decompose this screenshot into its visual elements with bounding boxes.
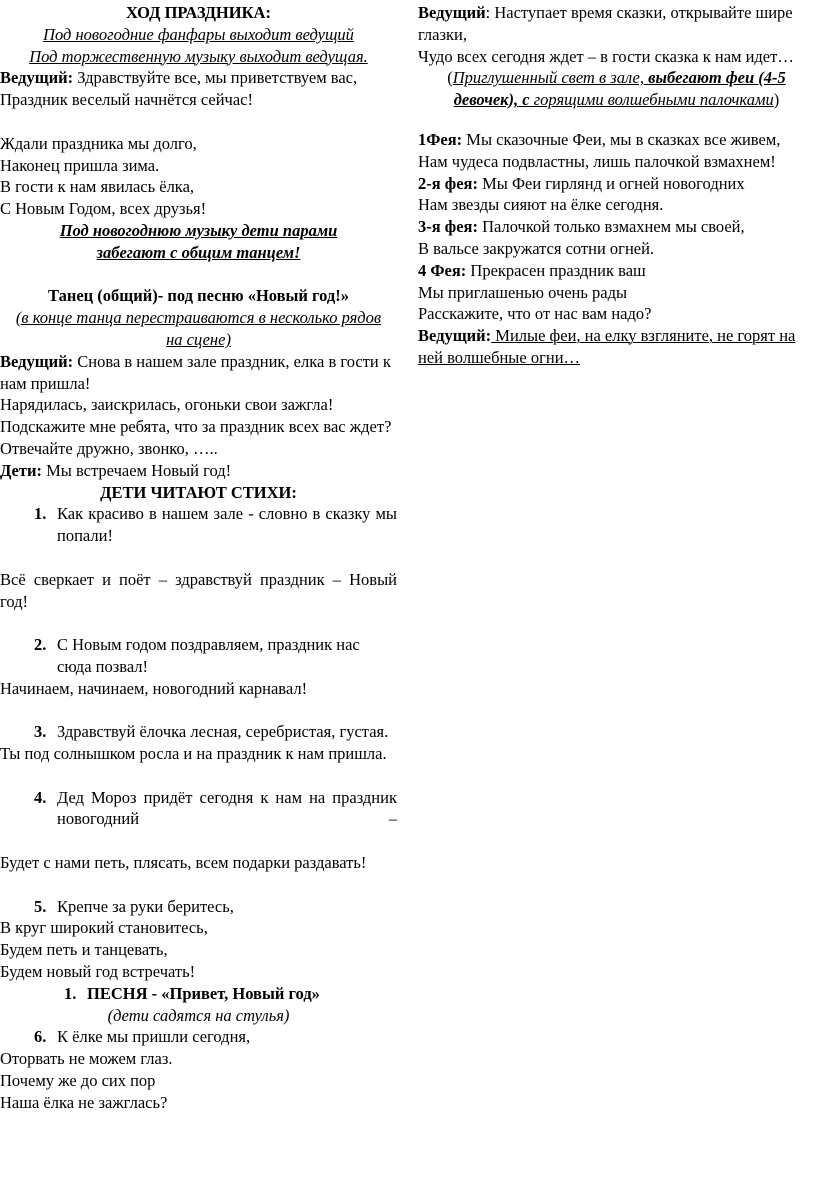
item-number: 6.: [34, 1027, 47, 1047]
host-speech-text: Снова в нашем зале праздник, елка в гости к нам пришла!: [0, 351, 391, 393]
intro-line-2: Под торжественную музыку выходит ведущая.: [29, 46, 368, 66]
list-item: [0, 787, 397, 852]
dance-direction: Под новогоднюю музыку дети парами забегают с общим танцем!: [59, 220, 338, 262]
poem-line: С Новым Годом, всех друзья!: [0, 199, 207, 219]
item-continuation: Почему же до сих пор: [0, 1071, 156, 1091]
host-speech: [0, 351, 397, 395]
host-speech: [418, 2, 815, 46]
item-text: С Новым годом поздравляем, праздник нас сюда позвал!: [57, 635, 360, 676]
poem-line: Наконец пришла зима.: [0, 155, 160, 175]
stage-bold: выбегают феи (4-5 девочек), с: [453, 68, 786, 110]
dance-note: (в конце танца перестраиваются в несколько рядов на сцене): [15, 308, 382, 349]
list-item: [0, 1026, 397, 1048]
fairy-text: Прекрасен праздник ваш: [466, 260, 646, 280]
host-greeting-text: Здравствуйте все, мы приветствуем вас,: [73, 68, 358, 88]
item-text: Крепче за руки беритесь,: [57, 896, 234, 916]
item-continuation: Всё сверкает и поёт – здравствуй праздник – Новый год!: [0, 569, 397, 611]
poems-heading: ДЕТИ ЧИТАЮТ СТИХИ:: [100, 482, 297, 502]
item-continuation: В круг широкий становитесь,: [0, 918, 208, 938]
speaker-label: Ведущий:: [0, 351, 74, 371]
song-number: 1.: [64, 983, 77, 1003]
kids-reply: [0, 460, 397, 482]
item-continuation: Наша ёлка не зажглась?: [0, 1092, 168, 1112]
song-note: (дети садятся на стулья): [107, 1005, 290, 1025]
fairy-line: [418, 173, 815, 195]
host-final-text: Милые феи, на елку взгляните, не горят на ней волшебные огни…: [418, 326, 796, 367]
fairy-line: [418, 260, 815, 282]
speaker-label: 3-я фея:: [418, 217, 478, 237]
stage-direction: [418, 67, 815, 111]
host-speech-line: Чудо всех сегодня ждет – в гости сказка к нам идет…: [418, 46, 794, 66]
fairy-line: [418, 216, 815, 238]
right-column: [418, 2, 815, 369]
host-greeting: [0, 67, 397, 89]
item-number: 5.: [34, 896, 47, 916]
item-number: 1.: [34, 504, 47, 524]
list-item: [0, 634, 397, 678]
speaker-label: 4 Фея:: [418, 260, 467, 280]
item-continuation: Будем петь и танцевать,: [0, 940, 168, 960]
fairy-line: [418, 129, 815, 151]
left-column: [0, 2, 397, 1114]
fairy-text: Мы Феи гирлянд и огней новогодних: [477, 173, 745, 193]
fairy-line: Нам чудеса подвластны, лишь палочкой взмахнем!: [418, 151, 776, 171]
host-greeting-line-2: Праздник веселый начнётся сейчас!: [0, 90, 253, 110]
item-continuation: Ты под солнышком росла и на праздник к нам пришла.: [0, 744, 387, 764]
speaker-label: Ведущий:: [0, 68, 74, 88]
item-text: Здравствуй ёлочка лесная, серебристая, густая.: [57, 722, 389, 742]
speaker-label: 1Фея:: [418, 129, 463, 149]
speaker-label: Ведущий:: [418, 326, 492, 346]
item-continuation: Оторвать не можем глаз.: [0, 1049, 173, 1069]
item-text: Как красиво в нашем зале - словно в сказку мы попали!: [57, 504, 397, 546]
fairy-text: Палочкой только взмахнем мы своей,: [477, 217, 745, 237]
page-title: ХОД ПРАЗДНИКА:: [126, 3, 271, 22]
item-continuation: Будем новый год встречать!: [0, 962, 196, 982]
song-title: ПЕСНЯ - «Привет, Новый год»: [87, 983, 320, 1003]
host-speech-text: : Наступает время сказки, открывайте шире глазки,: [418, 3, 793, 44]
item-continuation: Будет с нами петь, плясать, всем подарки раздавать!: [0, 853, 367, 873]
song-heading: [0, 983, 397, 1005]
list-item: [0, 503, 397, 568]
dance-title: Танец (общий)- под песню «Новый год!»: [47, 286, 349, 306]
speaker-label: 2-я фея:: [418, 173, 478, 193]
paren: (: [447, 68, 453, 88]
fairy-line: Расскажите, что от нас вам надо?: [418, 304, 652, 324]
stage-italic-2: горящими волшебными палочками: [529, 90, 774, 110]
list-item: [0, 721, 397, 743]
item-text: Дед Мороз придёт сегодня к нам на праздник новогодний –: [57, 787, 397, 829]
item-continuation: Начинаем, начинаем, новогодний карнавал!: [0, 678, 308, 698]
kids-reply-text: Мы встречаем Новый год!: [41, 460, 232, 480]
host-speech-line: Отвечайте дружно, звонко, …..: [0, 438, 218, 458]
intro-line-1: Под новогодние фанфары выходит ведущий: [43, 24, 354, 44]
fairy-text: Мы сказочные Феи, мы в сказках все живем,: [462, 129, 781, 149]
fairy-line: В вальсе закружатся сотни огней.: [418, 238, 655, 258]
host-final: [418, 325, 815, 369]
fairy-line: Нам звезды сияют на ёлке сегодня.: [418, 195, 664, 215]
poem-line: Ждали праздника мы долго,: [0, 133, 197, 153]
speaker-label: Ведущий: [418, 3, 486, 22]
item-text: К ёлке мы пришли сегодня,: [57, 1027, 251, 1047]
fairy-line: Мы приглашенью очень рады: [418, 282, 628, 302]
item-number: 3.: [34, 722, 47, 742]
host-speech-line: Нарядилась, заискрилась, огоньки свои зажгла!: [0, 395, 334, 415]
list-item: [0, 896, 397, 918]
item-number: 2.: [34, 635, 47, 655]
poem-line: В гости к нам явилась ёлка,: [0, 177, 195, 197]
stage-italic: Приглушенный свет в зале,: [452, 68, 649, 88]
paren: ): [773, 90, 780, 110]
item-number: 4.: [34, 787, 47, 807]
host-speech-line: Подскажите мне ребята, что за праздник всех вас ждет?: [0, 417, 392, 437]
speaker-label: Дети:: [0, 460, 42, 480]
